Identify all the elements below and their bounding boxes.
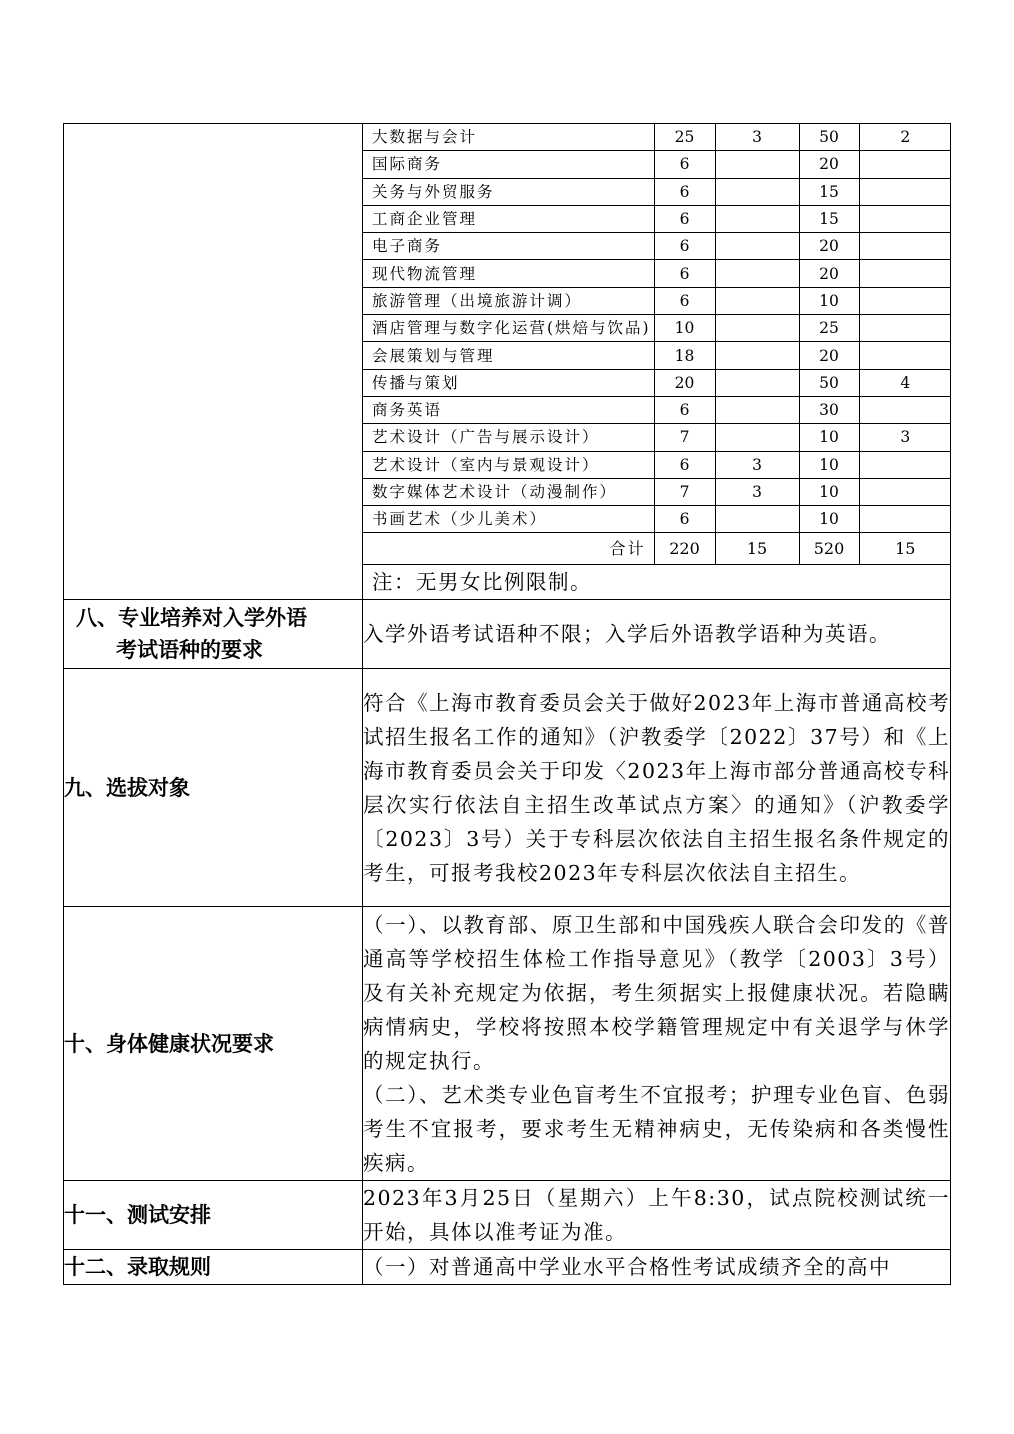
major-c2	[715, 205, 799, 232]
major-name: 工商企业管理	[363, 205, 654, 232]
major-name: 书画艺术（少儿美术）	[363, 506, 654, 533]
major-c2	[715, 260, 799, 287]
major-row	[363, 451, 951, 478]
major-row	[363, 287, 951, 314]
major-row	[363, 205, 951, 232]
major-c1: 6	[654, 205, 715, 232]
major-c1: 6	[654, 396, 715, 423]
section-8-label	[64, 600, 363, 669]
admission-table	[63, 123, 951, 1285]
major-c1: 6	[654, 506, 715, 533]
major-c2: 3	[715, 451, 799, 478]
major-row	[363, 396, 951, 423]
section-9-row	[64, 669, 951, 907]
major-c2	[715, 369, 799, 396]
major-c1: 7	[654, 478, 715, 505]
total-c2: 15	[715, 533, 799, 565]
major-c2: 3	[715, 478, 799, 505]
major-c2	[715, 178, 799, 205]
major-name: 现代物流管理	[363, 260, 654, 287]
major-c4	[859, 396, 951, 423]
major-c3: 15	[799, 178, 859, 205]
major-row	[363, 424, 951, 451]
major-c1: 10	[654, 315, 715, 342]
section-10-para2: （二）、艺术类专业色盲考生不宜报考；护理专业色盲、色弱考生不宜报考，要求考生无精神病史，无传染病和各类慢性疾病。	[363, 1082, 950, 1175]
majors-cell	[363, 124, 951, 600]
major-c1: 6	[654, 178, 715, 205]
major-c1: 6	[654, 451, 715, 478]
major-c4	[859, 451, 951, 478]
major-c1: 6	[654, 260, 715, 287]
major-c1: 18	[654, 342, 715, 369]
major-c3: 20	[799, 151, 859, 178]
major-row	[363, 124, 951, 151]
major-c2	[715, 151, 799, 178]
major-c2	[715, 233, 799, 260]
major-name: 艺术设计（室内与景观设计）	[363, 451, 654, 478]
major-c3: 15	[799, 205, 859, 232]
major-row	[363, 260, 951, 287]
total-c3: 520	[799, 533, 859, 565]
major-c3: 25	[799, 315, 859, 342]
major-c3: 50	[799, 124, 859, 151]
major-c4	[859, 287, 951, 314]
major-c4	[859, 205, 951, 232]
major-c4	[859, 260, 951, 287]
major-c1: 6	[654, 151, 715, 178]
section-8-label-line1: 八、专业培养对入学外语	[76, 606, 307, 631]
section-9-content: 符合《上海市教育委员会关于做好2023年上海市普通高校考试招生报名工作的通知》（沪教委学〔2022〕37号）和《上海市教育委员会关于印发〈2023年上海市部分普通高校专科层次实行依法自主招生改革试点方案〉的通知》（沪教委学〔2023〕3号）关于专科层次依法自主招生报名条件规定的考生，可报考我校2023年专科层次依法自主招生。	[363, 669, 951, 907]
section-8-label-line2: 考试语种的要求	[116, 638, 263, 663]
major-row	[363, 478, 951, 505]
major-c2	[715, 396, 799, 423]
majors-table	[363, 124, 951, 599]
major-c3: 50	[799, 369, 859, 396]
major-c4	[859, 233, 951, 260]
major-name: 艺术设计（广告与展示设计）	[363, 424, 654, 451]
major-c1: 25	[654, 124, 715, 151]
major-c3: 20	[799, 342, 859, 369]
section-10-content	[363, 907, 951, 1181]
major-c3: 10	[799, 424, 859, 451]
major-c2	[715, 342, 799, 369]
major-c1: 20	[654, 369, 715, 396]
major-c3: 10	[799, 287, 859, 314]
major-c1: 7	[654, 424, 715, 451]
major-c3: 10	[799, 451, 859, 478]
major-c2: 3	[715, 124, 799, 151]
section-10-row	[64, 907, 951, 1181]
major-c2	[715, 315, 799, 342]
major-c4	[859, 178, 951, 205]
section-10-para1: （一）、以教育部、原卫生部和中国残疾人联合会印发的《普通高等学校招生体检工作指导意见》（教学〔2003〕3号）及有关补充规定为依据，考生须据实上报健康状况。若隐瞒病情病史，学校将按照本校学籍管理规定中有关退学与休学的规定执行。	[363, 912, 950, 1073]
major-c2	[715, 424, 799, 451]
major-name: 大数据与会计	[363, 124, 654, 151]
major-c4	[859, 151, 951, 178]
major-name: 旅游管理（出境旅游计调）	[363, 287, 654, 314]
major-row	[363, 178, 951, 205]
major-c4: 4	[859, 369, 951, 396]
major-c3: 20	[799, 233, 859, 260]
major-c2	[715, 287, 799, 314]
section-12-row	[64, 1250, 951, 1285]
major-c4	[859, 315, 951, 342]
major-c4: 2	[859, 124, 951, 151]
section-8-row	[64, 600, 951, 669]
major-c3: 20	[799, 260, 859, 287]
major-name: 酒店管理与数字化运营(烘焙与饮品)	[363, 315, 654, 342]
major-c1: 6	[654, 233, 715, 260]
section-11-label: 十一、测试安排	[64, 1181, 363, 1250]
majors-body	[363, 124, 951, 533]
major-c3: 10	[799, 478, 859, 505]
major-c4	[859, 506, 951, 533]
total-c1: 220	[654, 533, 715, 565]
major-row	[363, 315, 951, 342]
section-12-label: 十二、录取规则	[64, 1250, 363, 1285]
total-row	[363, 533, 951, 565]
section-11-row	[64, 1181, 951, 1250]
note-text: 注：无男女比例限制。	[372, 570, 592, 595]
section-10-label: 十、身体健康状况要求	[64, 907, 363, 1181]
major-row	[363, 369, 951, 396]
major-name: 关务与外贸服务	[363, 178, 654, 205]
total-label: 合计	[363, 533, 654, 565]
major-name: 数字媒体艺术设计（动漫制作）	[363, 478, 654, 505]
major-c3: 30	[799, 396, 859, 423]
major-name: 国际商务	[363, 151, 654, 178]
major-row	[363, 151, 951, 178]
majors-label-cell	[64, 124, 363, 600]
major-name: 商务英语	[363, 396, 654, 423]
major-name: 会展策划与管理	[363, 342, 654, 369]
major-name: 传播与策划	[363, 369, 654, 396]
total-c4: 15	[859, 533, 951, 565]
major-c4	[859, 478, 951, 505]
section-9-label: 九、选拔对象	[64, 669, 363, 907]
note-row	[363, 565, 951, 600]
major-c1: 6	[654, 287, 715, 314]
section-11-content: 2023年3月25日（星期六）上午8:30，试点院校测试统一开始，具体以准考证为准。	[363, 1181, 951, 1250]
majors-row	[64, 124, 951, 600]
section-8-content: 入学外语考试语种不限；入学后外语教学语种为英语。	[363, 600, 951, 669]
major-name: 电子商务	[363, 233, 654, 260]
major-row	[363, 342, 951, 369]
major-c4	[859, 342, 951, 369]
section-12-content: （一）对普通高中学业水平合格性考试成绩齐全的高中	[363, 1250, 951, 1285]
major-row	[363, 506, 951, 533]
major-c4: 3	[859, 424, 951, 451]
major-c3: 10	[799, 506, 859, 533]
major-row	[363, 233, 951, 260]
major-c2	[715, 506, 799, 533]
